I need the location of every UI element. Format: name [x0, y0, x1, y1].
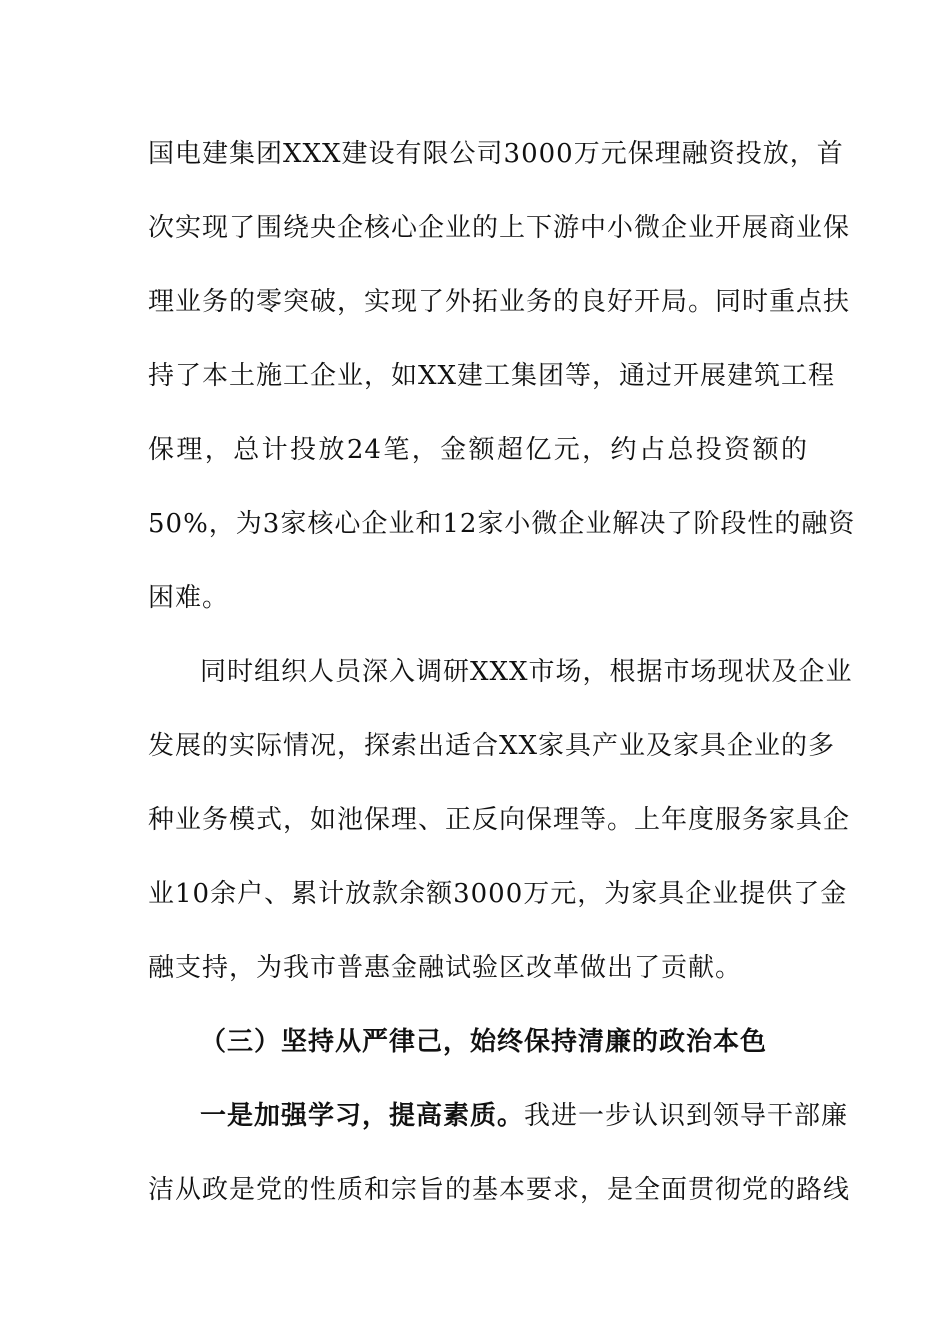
paragraph-1-line-4: 持了本土施工企业，如XX建工集团等，通过开展建筑工程 [148, 361, 836, 391]
paragraph-1-line-7: 困难。 [148, 583, 230, 613]
paragraph-1-line-3: 理业务的零突破，实现了外拓业务的良好开局。同时重点扶 [148, 287, 851, 317]
section-heading: （三）坚持从严律己，始终保持清廉的政治本色 [200, 1027, 768, 1057]
paragraph-3-lead: 一是加强学习，提高素质。 [200, 1101, 525, 1131]
paragraph-1-line-1: 国电建集团XXX建设有限公司3000万元保理融资投放，首 [148, 139, 844, 169]
paragraph-1-line-2: 次实现了围绕央企核心企业的上下游中小微企业开展商业保 [148, 213, 851, 243]
paragraph-2-line-4: 业10余户、累计放款余额3000万元，为家具企业提供了金 [148, 879, 848, 909]
paragraph-2-line-1: 同时组织人员深入调研XXX市场，根据市场现状及企业 [200, 657, 853, 687]
paragraph-2-line-5: 融支持，为我市普惠金融试验区改革做出了贡献。 [148, 953, 743, 983]
paragraph-3-line-1 [200, 1096, 849, 1136]
paragraph-3-line-2: 洁从政是党的性质和宗旨的基本要求，是全面贯彻党的路线 [148, 1175, 851, 1205]
paragraph-2-line-3: 种业务模式，如池保理、正反向保理等。上年度服务家具企 [148, 805, 851, 835]
paragraph-1-line-6: 50%，为3家核心企业和12家小微企业解决了阶段性的融资 [148, 509, 856, 539]
paragraph-1-line-5: 保理，总计投放24笔，金额超亿元，约占总投资额的 [148, 435, 808, 465]
paragraph-2-line-2: 发展的实际情况，探索出适合XX家具产业及家具企业的多 [148, 731, 836, 761]
paragraph-3-line-1-rest: 我进一步认识到领导干部廉 [524, 1101, 849, 1131]
